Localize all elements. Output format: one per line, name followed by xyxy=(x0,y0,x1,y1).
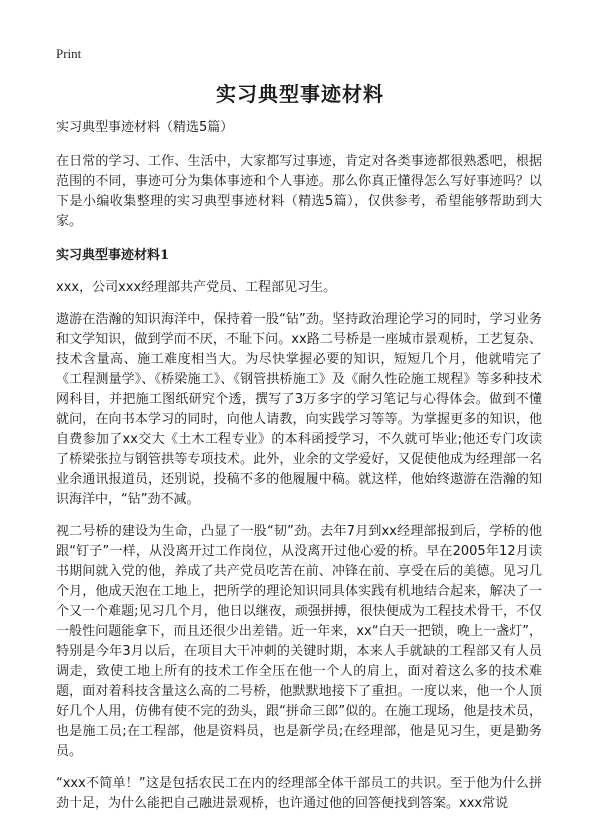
section-lead: xxx，公司xxx经理部共产党员、工程部见习生。 xyxy=(56,280,337,295)
article-body xyxy=(56,118,542,826)
body-paragraph: 遨游在浩瀚的知识海洋中，保持着一股“钻”劲。坚持政治理论学习的同时，学习业务和文学知识，做到学而不厌，不耻下问。xx路二号桥是一座城市景观桥，工艺复杂、技术含量高、施工难度相当大。为尽快掌握必要的知识，短短几个月，他就啃完了《工程测量学》、《桥梁施工》、《钢管拱桥施工》及《耐久性砼施工规程》等多种技术网科目，并把施工图纸研究个透，撰写了3万多字的学习笔记与心得体会。做到不懂就问，在向书本学习的同时，向他人请教，向实践学习等等。为掌握更多的知识，他自费参加了xx交大《土木工程专业》的本科函授学习，不久就可毕业;他还专门攻读了桥梁张拉与钢管拱等专项技术。此外，业余的文学爱好，又促使他成为经理部一名业余通讯报道员，还别说，投稿不多的他履履中稿。就这样，他始终遨游在浩瀚的知识海洋中，“钻”劲不减。 xyxy=(56,312,542,507)
article-subtitle: 实习典型事迹材料（精选5篇） xyxy=(56,120,234,135)
body-paragraph: “xxx不简单！”这是包括农民工在内的经理部全体干部员工的共识。至于他为什么拼劲十足，为什么能把自己融进景观桥，也许通过他的回答便找到答案。xxx常说 xyxy=(56,776,542,811)
body-paragraph: 视二号桥的建设为生命，凸显了一股“韧”劲。去年7月到xx经理部报到后，学桥的他跟“钉子”一样，从没离开过工作岗位，从没离开过他心爱的桥。早在2005年12月读书期间就入党的他，养成了共产党员吃苦在前、冲锋在前、享受在后的美德。见习几个月，他成天泡在工地上，把所学的理论知识同具体实践有机地结合起来，解决了一个又一个难题;见习几个月，他日以继夜，顽强拼搏，很快便成为工程技术骨干，不仅一般性问题能拿下，而且还很少出差错。近一年来，xx“白天一把锁，晚上一盏灯”，特别是今年3月以后，在项目大干冲刺的关键时期，本来人手就缺的工程部又有人员调走，致使工地上所有的技术工作全压在他一个人的肩上，面对着这么多的技术难题，面对着科技含量这么高的二号桥，他默默地接下了重担。一度以来，他一个人顶好几个人用，仿佛有使不完的劲头，跟“拼命三郎”似的。在施工现场，他是技术员，也是施工员;在工程部，他是资料员，也是新学员;在经理部，他是见习生，更是勤务员。 xyxy=(56,524,542,759)
page-title: 实习典型事迹材料 xyxy=(216,82,384,106)
print-label[interactable]: Print xyxy=(56,46,82,61)
intro-paragraph: 在日常的学习、工作、生活中，大家都写过事迹，肯定对各类事迹都很熟悉吧，根据范围的不同，事迹可分为集体事迹和个人事迹。那么你真正懂得怎么写好事迹吗？以下是小编收集整理的实习典型事迹材料（精选5篇），仅供参考，希望能够帮助到大家。 xyxy=(56,154,542,229)
section-heading: 实习典型事迹材料1 xyxy=(56,248,170,263)
